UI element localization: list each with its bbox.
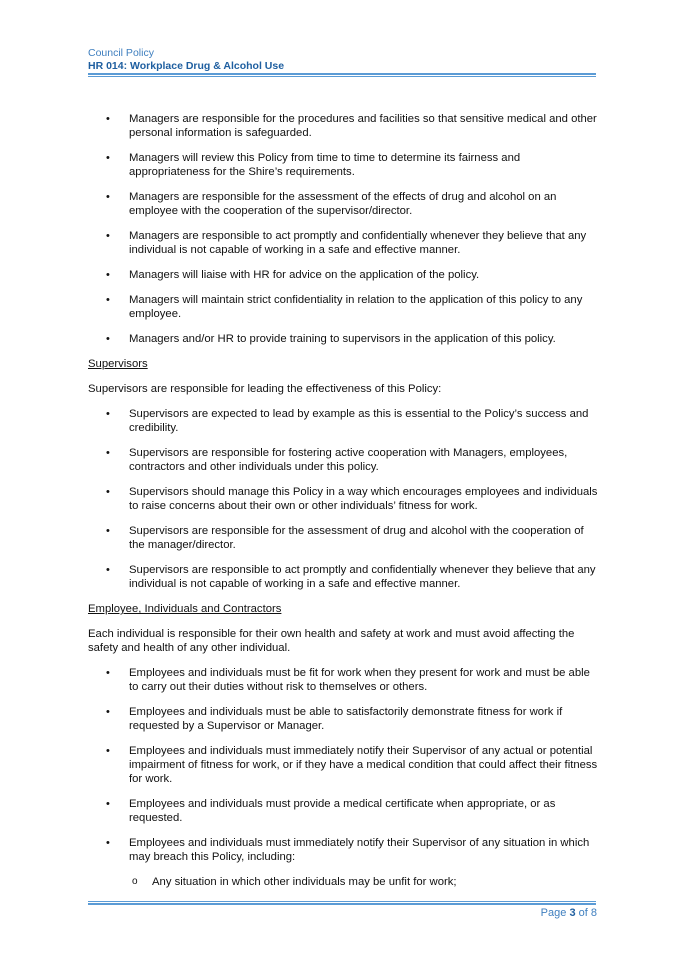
list-item: • Managers will review this Policy from time to time to determine its fairness and appropriateness for the Shire’s requirements. — [106, 152, 521, 178]
list-item: • Supervisors are responsible for fostering active cooperation with Managers, employees, contractors and other individuals under this policy. — [106, 447, 568, 473]
bullet-icon: • — [106, 486, 110, 498]
supervisors-heading: Supervisors — [88, 358, 148, 370]
list-item: • Supervisors are responsible to act promptly and confidentially whenever they believe that any individual is not capable of working in a safe and effective manner. — [106, 564, 596, 590]
supervisors-list — [88, 407, 598, 591]
page-label: Page — [540, 907, 567, 919]
employees-list — [88, 666, 598, 864]
bullet-icon: • — [106, 408, 110, 420]
supervisors-intro: Supervisors are responsible for leading the effectiveness of this Policy: — [88, 383, 442, 395]
employees-intro: Each individual is responsible for their own health and safety at work and must avoid affecting the safety and health of any other individual. — [88, 628, 575, 654]
total-pages: 8 — [590, 907, 597, 919]
page-number: 3 — [569, 907, 576, 919]
list-item: • Supervisors are responsible for the assessment of drug and alcohol with the cooperation of the manager/director. — [106, 525, 584, 551]
list-item: • Managers are responsible for the procedures and facilities so that sensitive medical and other personal information is safeguarded. — [106, 113, 597, 139]
bullet-icon: • — [106, 113, 110, 125]
list-item: • Managers and/or HR to provide training to supervisors in the application of this policy. — [106, 333, 556, 345]
list-item: • Managers are responsible to act promptly and confidentially whenever they believe that any individual is not capable of working in a safe and effective manner. — [106, 230, 587, 256]
bullet-icon: • — [106, 564, 110, 576]
bullet-icon: • — [106, 706, 110, 718]
of-label: of — [578, 907, 588, 919]
page-number-footer — [541, 907, 597, 919]
footer-divider — [88, 901, 596, 905]
list-item: • Employees and individuals must be able to satisfactorily demonstrate fitness for work if requested by a Supervisor or Manager. — [106, 706, 563, 732]
list-item: • Employees and individuals must provide a medical certificate when appropriate, or as requested. — [106, 798, 556, 824]
managers-list — [88, 112, 598, 346]
list-item: • Supervisors are expected to lead by example as this is essential to the Policy’s success and credibility. — [106, 408, 589, 434]
sub-list-item: o Any situation in which other individuals may be unfit for work; — [132, 876, 457, 888]
bullet-icon: • — [106, 447, 110, 459]
employees-heading: Employee, Individuals and Contractors — [88, 603, 282, 615]
header-title: Council Policy — [88, 47, 154, 59]
bullet-icon: • — [106, 837, 110, 849]
bullet-icon: • — [106, 294, 110, 306]
bullet-icon: • — [106, 191, 110, 203]
header-subtitle: HR 014: Workplace Drug & Alcohol Use — [88, 60, 285, 72]
list-item: • Supervisors should manage this Policy in a way which encourages employees and individuals to raise concerns about their own or other individuals’ fitness for work. — [106, 486, 598, 512]
bullet-icon: • — [106, 745, 110, 757]
list-item: • Employees and individuals must be fit for work when they present for work and must be able to carry out their duties without risk to themselves or others. — [106, 667, 590, 693]
list-item: • Managers are responsible for the assessment of the effects of drug and alcohol on an employee with the cooperation of the supervisor/director. — [106, 191, 557, 217]
bullet-icon: • — [106, 269, 110, 281]
list-item: • Managers will liaise with HR for advice on the application of the policy. — [106, 269, 480, 281]
document-body — [88, 112, 598, 889]
circle-bullet-icon: o — [132, 876, 138, 887]
bullet-icon: • — [106, 798, 110, 810]
list-item: • Managers will maintain strict confidentiality in relation to the application of this policy to any employee. — [106, 294, 583, 320]
list-item: • Employees and individuals must immediately notify their Supervisor of any actual or potential impairment of fitness for work, or if they have a medical condition that could affect their fitness for work. — [106, 745, 598, 785]
list-item: • Employees and individuals must immediately notify their Supervisor of any situation in which may breach this Policy, including: — [106, 837, 590, 863]
bullet-icon: • — [106, 333, 110, 345]
bullet-icon: • — [106, 525, 110, 537]
bullet-icon: • — [106, 667, 110, 679]
page-header — [88, 47, 596, 73]
header-divider — [88, 73, 596, 77]
employees-sub-list — [88, 875, 598, 889]
bullet-icon: • — [106, 230, 110, 242]
bullet-icon: • — [106, 152, 110, 164]
